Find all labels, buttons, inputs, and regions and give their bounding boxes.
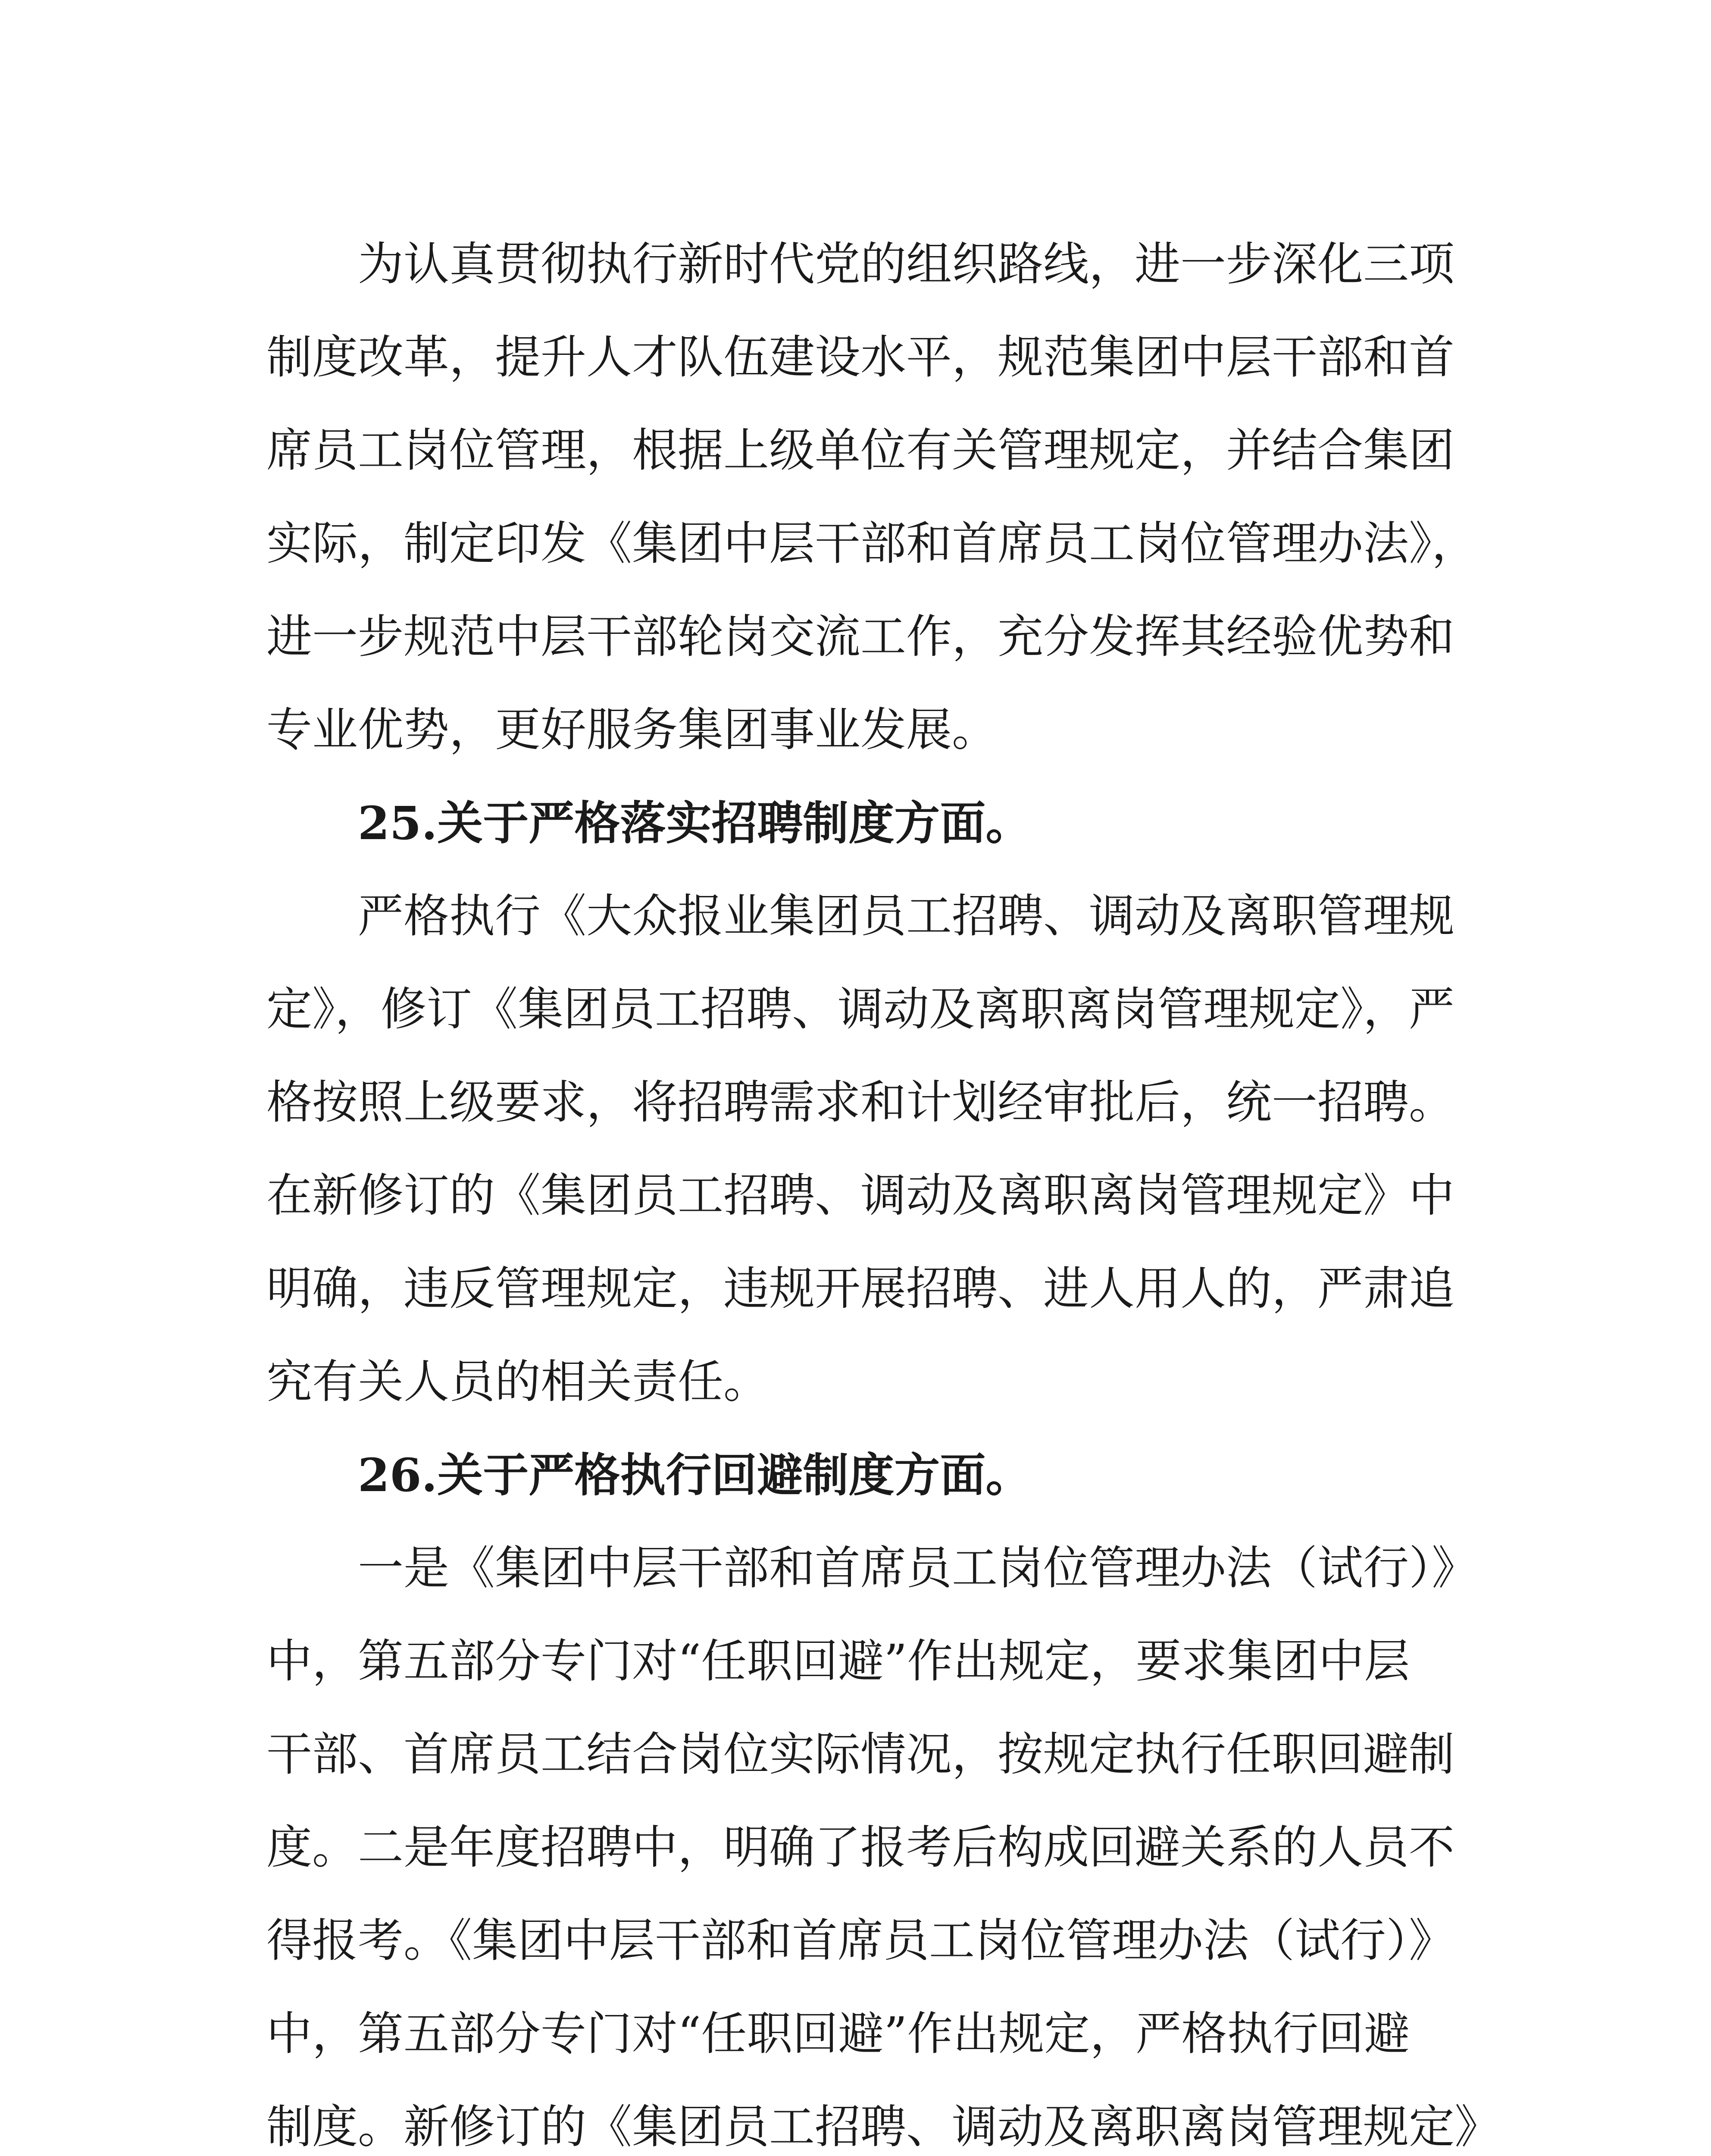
text-line: 制度改革，提升人才队伍建设水平，规范集团中层干部和首 <box>266 331 1455 384</box>
text-line: 格按照上级要求，将招聘需求和计划经审批后，统一招聘。 <box>266 1076 1455 1129</box>
text-line: 专业优势，更好服务集团事业发展。 <box>266 703 998 756</box>
section-heading: 25.关于严格落实招聘制度方面。 <box>358 796 1032 850</box>
text-line: 进一步规范中层干部轮岗交流工作，充分发挥其经验优势和 <box>266 610 1455 663</box>
text-line: 究有关人员的相关责任。 <box>266 1355 769 1408</box>
text-line: 中，第五部分专门对“任职回避”作出规定，严格执行回避 <box>266 2007 1410 2060</box>
text-line: 一是《集团中层干部和首席员工岗位管理办法（试行）》 <box>358 1542 1477 1595</box>
text-line: 为认真贯彻执行新时代党的组织路线，进一步深化三项 <box>358 238 1455 291</box>
text-line: 得报考。《集团中层干部和首席员工岗位管理办法（试行）》 <box>266 1914 1455 1967</box>
section-heading: 26.关于严格执行回避制度方面。 <box>358 1448 1032 1502</box>
text-line: 严格执行《大众报业集团员工招聘、调动及离职管理规 <box>358 890 1455 943</box>
text-line: 席员工岗位管理，根据上级单位有关管理规定，并结合集团 <box>266 424 1455 477</box>
text-line: 实际，制定印发《集团中层干部和首席员工岗位管理办法》， <box>266 517 1477 570</box>
text-line: 定》，修订《集团员工招聘、调动及离职离岗管理规定》，严 <box>266 983 1455 1036</box>
document-body <box>266 218 1500 2156</box>
text-line: 明确，违反管理规定，违规开展招聘、进人用人的，严肃追 <box>266 1262 1455 1315</box>
text-line: 度。二是年度招聘中，明确了报考后构成回避关系的人员不 <box>266 1821 1455 1874</box>
text-line: 中，第五部分专门对“任职回避”作出规定，要求集团中层 <box>266 1635 1410 1688</box>
text-line: 在新修订的《集团员工招聘、调动及离职离岗管理规定》中 <box>266 1169 1455 1222</box>
text-line: 干部、首席员工结合岗位实际情况，按规定执行任职回避制 <box>266 1728 1455 1781</box>
text-line: 制度。新修订的《集团员工招聘、调动及离职离岗管理规定》 <box>266 2100 1500 2153</box>
